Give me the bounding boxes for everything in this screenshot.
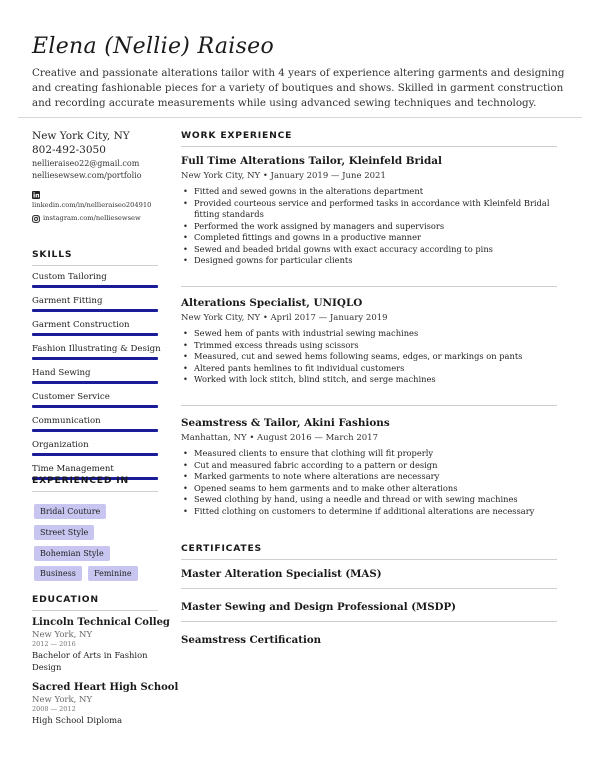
skill-level-bar [32,453,158,456]
skill-label: Time Management [32,464,114,474]
job-title: Alterations Specialist, UNIQLO [181,297,363,309]
edu-degree: High School Diploma [32,715,123,725]
edu-degree: Bachelor of Arts in Fashion Design [32,650,148,672]
certificate-divider [181,588,557,589]
skill-label: Fashion Illustrating & Design [32,344,161,354]
education-item [32,617,170,673]
edu-dates: 2012 — 2016 [32,640,76,648]
summary: Creative and passionate alterations tailor with 4 years of experience altering garments and designing and creating fashionable pieces for a variety of boutiques and shows. Skilled in garment construction and recording accurate measurements while using advanced sewing techniques and technology. [32,67,565,109]
skill-item [32,296,158,312]
job-bullet: • Trimmed excess threads using scissors [181,340,557,352]
job-bullet: • Designed gowns for particular clients [181,255,557,267]
certificates-rule [181,559,557,560]
job-bullets [181,186,557,267]
instagram-row[interactable] [32,213,158,224]
tag-bohemian-style: Bohemian Style [34,546,110,561]
skill-label: Customer Service [32,392,110,402]
skill-label: Garment Construction [32,320,130,330]
linkedin-url-row[interactable] [32,200,158,211]
skill-level-bar [32,429,158,432]
skill-level-bar [32,285,158,288]
job-bullet: • Fitted clothing on customers to determine if additional alterations are necessary [181,506,557,518]
skill-level-bar [32,357,158,360]
job-meta: New York City, NY • January 2019 — June 2021 [181,171,386,181]
certificate-item: Seamstress Certification [181,634,322,646]
experienced-title: EXPERIENCED IN [32,475,129,486]
job-title: Seamstress & Tailor, Akini Fashions [181,417,390,429]
tag-business: Business [34,566,82,581]
instagram-icon [32,215,40,223]
skill-item [32,320,158,336]
certificates-title: CERTIFICATES [181,543,262,554]
job-bullet: • Marked garments to note where alterations are necessary [181,471,557,483]
job-bullet: • Fitted and sewed gowns in the alterations department [181,186,557,198]
job-bullet: • Sewed clothing by hand, using a needle and thread or with sewing machines [181,494,557,506]
certificate-item: Master Alteration Specialist (MAS) [181,568,382,580]
resume-name: Elena (Nellie) Raiseo [32,34,275,59]
skills-list [32,272,161,480]
skills-rule [32,265,158,266]
job-bullet: • Altered pants hemlines to fit individual customers [181,363,557,375]
education-item [32,682,179,727]
edu-school: Sacred Heart High School [32,682,179,693]
skill-label: Garment Fitting [32,296,103,306]
experienced-section [32,475,158,578]
job-bullets [181,448,557,517]
education-rule [32,610,158,611]
instagram-url[interactable]: instagram.com/nelliesewsew [43,214,141,222]
edu-location: New York, NY [32,695,93,705]
skill-label: Hand Sewing [32,368,91,378]
job-bullet: • Performed the work assigned by managers and supervisors [181,221,557,233]
job-divider [181,405,557,406]
job-meta: New York City, NY • April 2017 — January 2019 [181,313,388,323]
contact-portfolio[interactable]: nelliesewsew.com/portfolio [32,171,142,180]
tag-bridal-couture: Bridal Couture [34,504,106,519]
header-divider [18,117,582,118]
job-bullets [181,328,557,386]
work-rule [181,146,557,147]
skill-item [32,392,158,408]
skill-level-bar [32,381,158,384]
skill-item [32,416,158,432]
job-entry [181,417,557,517]
job-bullet: • Sewed hem of pants with industrial sewing machines [181,328,557,340]
skills-section [32,249,161,488]
skill-label: Communication [32,416,101,426]
job-bullet: • Sewed and beaded bridal gowns with exact accuracy according to pins [181,244,557,256]
linkedin-icon [32,191,40,199]
skill-level-bar [32,405,158,408]
contact-location: New York City, NY [32,130,130,142]
job-divider [181,286,557,287]
job-bullet: • Completed fittings and gowns in a productive manner [181,232,557,244]
linkedin-url[interactable]: linkedin.com/in/nellieraiseo204910 [32,201,152,209]
skill-label: Custom Tailoring [32,272,107,282]
job-entry [181,297,557,386]
right-column [181,130,557,646]
skill-level-bar [32,333,158,336]
certificate-item: Master Sewing and Design Professional (MSDP) [181,601,456,613]
experienced-rule [32,491,158,492]
job-bullet: • Measured clients to ensure that clothing will fit properly [181,448,557,460]
job-bullet: • Measured, cut and sewed hems following seams, edges, or markings on pants [181,351,557,363]
education-title: EDUCATION [32,594,99,605]
certificate-divider [181,621,557,622]
job-bullet: • Cut and measured fabric according to a pattern or design [181,460,557,472]
job-bullet: • Worked with lock stitch, blind stitch, and serge machines [181,374,557,386]
skill-label: Organization [32,440,89,450]
skill-item [32,368,158,384]
job-bullet: • Provided courteous service and performed tasks in accordance with Kleinfeld Bridal fitting standards [181,198,557,221]
skill-level-bar [32,309,158,312]
skill-item [32,272,158,288]
contact-email[interactable]: nellieraiseo22@gmail.com [32,159,140,168]
skills-title: SKILLS [32,249,73,260]
edu-school: Lincoln Technical Colleg [32,617,170,628]
skill-item [32,440,158,456]
contact-phone: 802-492-3050 [32,144,106,156]
job-meta: Manhattan, NY • August 2016 — March 2017 [181,433,378,443]
job-entry [181,155,557,267]
skill-item [32,344,161,360]
tag-street-style: Street Style [34,525,94,540]
work-experience-title: WORK EXPERIENCE [181,130,293,141]
edu-location: New York, NY [32,630,93,640]
job-bullet: • Opened seams to hem garments and to make other alterations [181,483,557,495]
certificates-section [181,543,557,646]
education-section [32,594,179,727]
linkedin-row[interactable] [32,191,158,199]
tag-feminine: Feminine [88,566,138,581]
job-title: Full Time Alterations Tailor, Kleinfeld Bridal [181,155,442,167]
edu-dates: 2008 — 2012 [32,705,76,713]
